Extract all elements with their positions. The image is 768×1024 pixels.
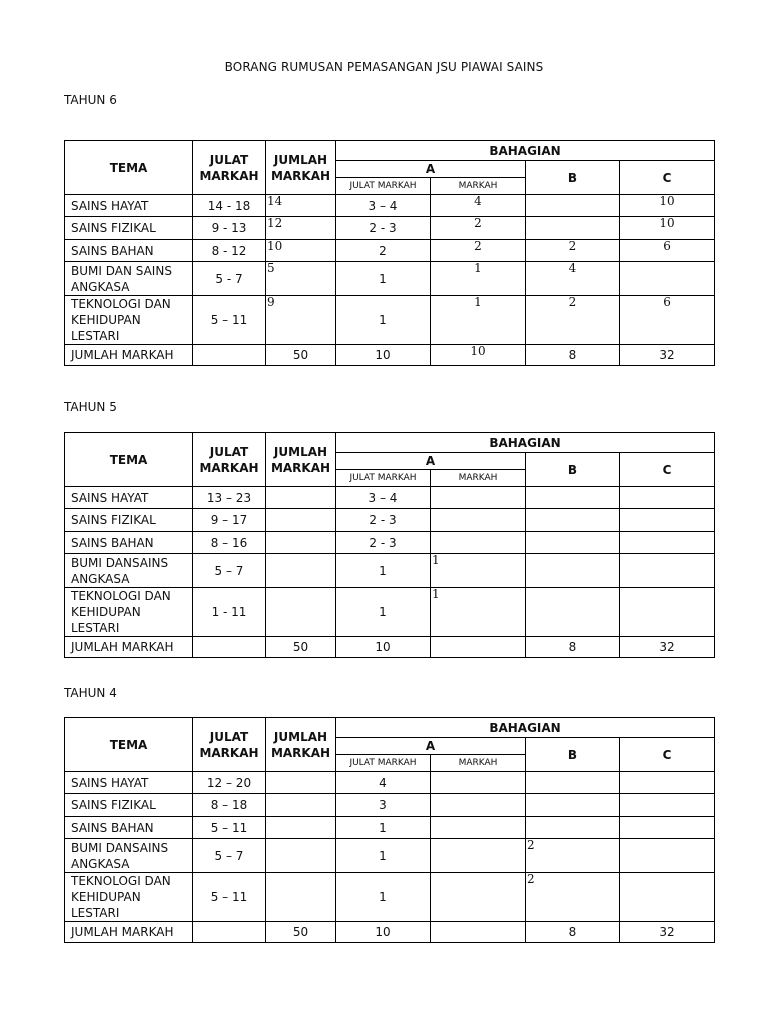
subheader-julat-markah: JULAT MARKAH: [336, 470, 431, 487]
jumlah-cell: 12: [266, 217, 336, 240]
b-cell: [526, 532, 620, 554]
total-jumlah-cell: 50: [266, 922, 336, 943]
tema-cell: TEKNOLOGI DAN KEHIDUPAN LESTARI: [65, 588, 193, 637]
total-label: JUMLAH MARKAH: [65, 922, 193, 943]
a-julat-cell: 2 - 3: [336, 532, 431, 554]
tema-cell: TEKNOLOGI DAN KEHIDUPAN LESTARI: [65, 873, 193, 922]
tema-cell: TEKNOLOGI DAN KEHIDUPAN LESTARI: [65, 296, 193, 345]
jumlah-cell: [266, 794, 336, 817]
total-a-julat-cell: 10: [336, 922, 431, 943]
header-bahagian: BAHAGIAN: [336, 433, 715, 453]
header-julat-markah: JULAT MARKAH: [193, 433, 266, 487]
jumlah-cell: [266, 509, 336, 532]
c-cell: [620, 532, 715, 554]
total-a-markah-cell: [431, 922, 526, 943]
total-b-cell: 8: [526, 345, 620, 366]
a-julat-cell: 1: [336, 873, 431, 922]
c-cell: [620, 839, 715, 873]
julat-cell: 12 – 20: [193, 772, 266, 794]
header-bahagian-c: C: [620, 738, 715, 772]
subheader-markah: MARKAH: [431, 178, 526, 195]
julat-cell: 8 - 12: [193, 240, 266, 262]
julat-cell: 14 - 18: [193, 195, 266, 217]
a-julat-cell: 1: [336, 839, 431, 873]
jsu-table: [64, 140, 715, 366]
total-c-cell: 32: [620, 345, 715, 366]
a-markah-cell: [431, 487, 526, 509]
tema-cell: SAINS HAYAT: [65, 487, 193, 509]
b-cell: 2: [526, 240, 620, 262]
a-julat-cell: 3: [336, 794, 431, 817]
header-jumlah-markah: JUMLAH MARKAH: [266, 433, 336, 487]
b-cell: [526, 794, 620, 817]
b-cell: [526, 217, 620, 240]
document-title: BORANG RUMUSAN PEMASANGAN JSU PIAWAI SAINS: [224, 60, 544, 74]
a-markah-cell: 1: [431, 554, 526, 588]
c-cell: 6: [620, 296, 715, 345]
jumlah-cell: 9: [266, 296, 336, 345]
jumlah-cell: [266, 532, 336, 554]
julat-cell: 8 – 18: [193, 794, 266, 817]
c-cell: [620, 554, 715, 588]
a-julat-cell: 3 – 4: [336, 487, 431, 509]
jumlah-cell: [266, 839, 336, 873]
subheader-markah: MARKAH: [431, 470, 526, 487]
header-jumlah-markah: JUMLAH MARKAH: [266, 718, 336, 772]
subheader-julat-markah: JULAT MARKAH: [336, 178, 431, 195]
jumlah-cell: [266, 588, 336, 637]
julat-cell: 9 - 13: [193, 217, 266, 240]
subheader-markah: MARKAH: [431, 755, 526, 772]
a-markah-cell: [431, 839, 526, 873]
b-cell: 4: [526, 262, 620, 296]
a-julat-cell: 2 - 3: [336, 509, 431, 532]
c-cell: [620, 873, 715, 922]
year-heading: TAHUN 4: [64, 686, 117, 700]
b-cell: [526, 772, 620, 794]
jsu-table: [64, 432, 715, 658]
tema-cell: BUMI DANSAINS ANGKASA: [65, 839, 193, 873]
b-cell: [526, 588, 620, 637]
a-markah-cell: 1: [431, 588, 526, 637]
a-markah-cell: 1: [431, 262, 526, 296]
tema-cell: SAINS HAYAT: [65, 772, 193, 794]
total-a-julat-cell: 10: [336, 637, 431, 658]
c-cell: 10: [620, 217, 715, 240]
b-cell: 2: [526, 839, 620, 873]
a-markah-cell: 2: [431, 240, 526, 262]
julat-cell: 5 – 11: [193, 817, 266, 839]
header-julat-markah: JULAT MARKAH: [193, 718, 266, 772]
tema-cell: SAINS BAHAN: [65, 817, 193, 839]
c-cell: [620, 817, 715, 839]
c-cell: [620, 262, 715, 296]
total-label: JUMLAH MARKAH: [65, 637, 193, 658]
header-bahagian-b: B: [526, 453, 620, 487]
header-bahagian: BAHAGIAN: [336, 141, 715, 161]
a-markah-cell: 4: [431, 195, 526, 217]
total-label: JUMLAH MARKAH: [65, 345, 193, 366]
subheader-julat-markah: JULAT MARKAH: [336, 755, 431, 772]
julat-cell: 9 – 17: [193, 509, 266, 532]
a-julat-cell: 1: [336, 588, 431, 637]
julat-cell: 1 - 11: [193, 588, 266, 637]
jumlah-cell: [266, 772, 336, 794]
tema-cell: SAINS FIZIKAL: [65, 217, 193, 240]
total-b-cell: 8: [526, 922, 620, 943]
a-julat-cell: 1: [336, 262, 431, 296]
total-a-markah-cell: [431, 637, 526, 658]
a-markah-cell: [431, 532, 526, 554]
jumlah-cell: [266, 554, 336, 588]
header-bahagian-c: C: [620, 161, 715, 195]
total-jumlah-cell: 50: [266, 637, 336, 658]
a-julat-cell: 4: [336, 772, 431, 794]
a-markah-cell: [431, 817, 526, 839]
b-cell: [526, 554, 620, 588]
b-cell: 2: [526, 873, 620, 922]
a-julat-cell: 1: [336, 817, 431, 839]
c-cell: [620, 772, 715, 794]
header-tema: TEMA: [65, 433, 193, 487]
total-jumlah-cell: 50: [266, 345, 336, 366]
julat-cell: 5 – 7: [193, 839, 266, 873]
a-markah-cell: [431, 772, 526, 794]
a-julat-cell: 1: [336, 554, 431, 588]
a-markah-cell: [431, 794, 526, 817]
a-markah-cell: [431, 873, 526, 922]
tema-cell: SAINS BAHAN: [65, 240, 193, 262]
a-julat-cell: 2: [336, 240, 431, 262]
c-cell: [620, 487, 715, 509]
a-markah-cell: [431, 509, 526, 532]
a-julat-cell: 1: [336, 296, 431, 345]
header-julat-markah: JULAT MARKAH: [193, 141, 266, 195]
c-cell: [620, 588, 715, 637]
julat-cell: 5 – 11: [193, 873, 266, 922]
c-cell: [620, 794, 715, 817]
tema-cell: SAINS FIZIKAL: [65, 509, 193, 532]
jumlah-cell: [266, 873, 336, 922]
jumlah-cell: 10: [266, 240, 336, 262]
julat-cell: 8 – 16: [193, 532, 266, 554]
c-cell: 6: [620, 240, 715, 262]
tema-cell: SAINS HAYAT: [65, 195, 193, 217]
c-cell: 10: [620, 195, 715, 217]
total-julat-cell: [193, 345, 266, 366]
total-a-markah-cell: 10: [431, 345, 526, 366]
julat-cell: 5 - 7: [193, 262, 266, 296]
header-bahagian-a: A: [336, 161, 526, 178]
year-heading: TAHUN 6: [64, 93, 117, 107]
header-tema: TEMA: [65, 718, 193, 772]
julat-cell: 5 – 7: [193, 554, 266, 588]
header-bahagian-b: B: [526, 161, 620, 195]
header-tema: TEMA: [65, 141, 193, 195]
a-julat-cell: 3 – 4: [336, 195, 431, 217]
header-jumlah-markah: JUMLAH MARKAH: [266, 141, 336, 195]
header-bahagian-a: A: [336, 738, 526, 755]
total-julat-cell: [193, 922, 266, 943]
total-julat-cell: [193, 637, 266, 658]
julat-cell: 13 – 23: [193, 487, 266, 509]
total-c-cell: 32: [620, 637, 715, 658]
a-julat-cell: 2 - 3: [336, 217, 431, 240]
total-b-cell: 8: [526, 637, 620, 658]
total-c-cell: 32: [620, 922, 715, 943]
b-cell: [526, 487, 620, 509]
jsu-table: [64, 717, 715, 943]
year-heading: TAHUN 5: [64, 400, 117, 414]
jumlah-cell: 14: [266, 195, 336, 217]
header-bahagian-b: B: [526, 738, 620, 772]
a-markah-cell: 2: [431, 217, 526, 240]
tema-cell: BUMI DAN SAINS ANGKASA: [65, 262, 193, 296]
header-bahagian-c: C: [620, 453, 715, 487]
tema-cell: SAINS BAHAN: [65, 532, 193, 554]
jumlah-cell: [266, 817, 336, 839]
jumlah-cell: [266, 487, 336, 509]
header-bahagian-a: A: [336, 453, 526, 470]
jumlah-cell: 5: [266, 262, 336, 296]
c-cell: [620, 509, 715, 532]
b-cell: 2: [526, 296, 620, 345]
b-cell: [526, 195, 620, 217]
tema-cell: SAINS FIZIKAL: [65, 794, 193, 817]
header-bahagian: BAHAGIAN: [336, 718, 715, 738]
total-a-julat-cell: 10: [336, 345, 431, 366]
a-markah-cell: 1: [431, 296, 526, 345]
tema-cell: BUMI DANSAINS ANGKASA: [65, 554, 193, 588]
b-cell: [526, 817, 620, 839]
julat-cell: 5 – 11: [193, 296, 266, 345]
b-cell: [526, 509, 620, 532]
